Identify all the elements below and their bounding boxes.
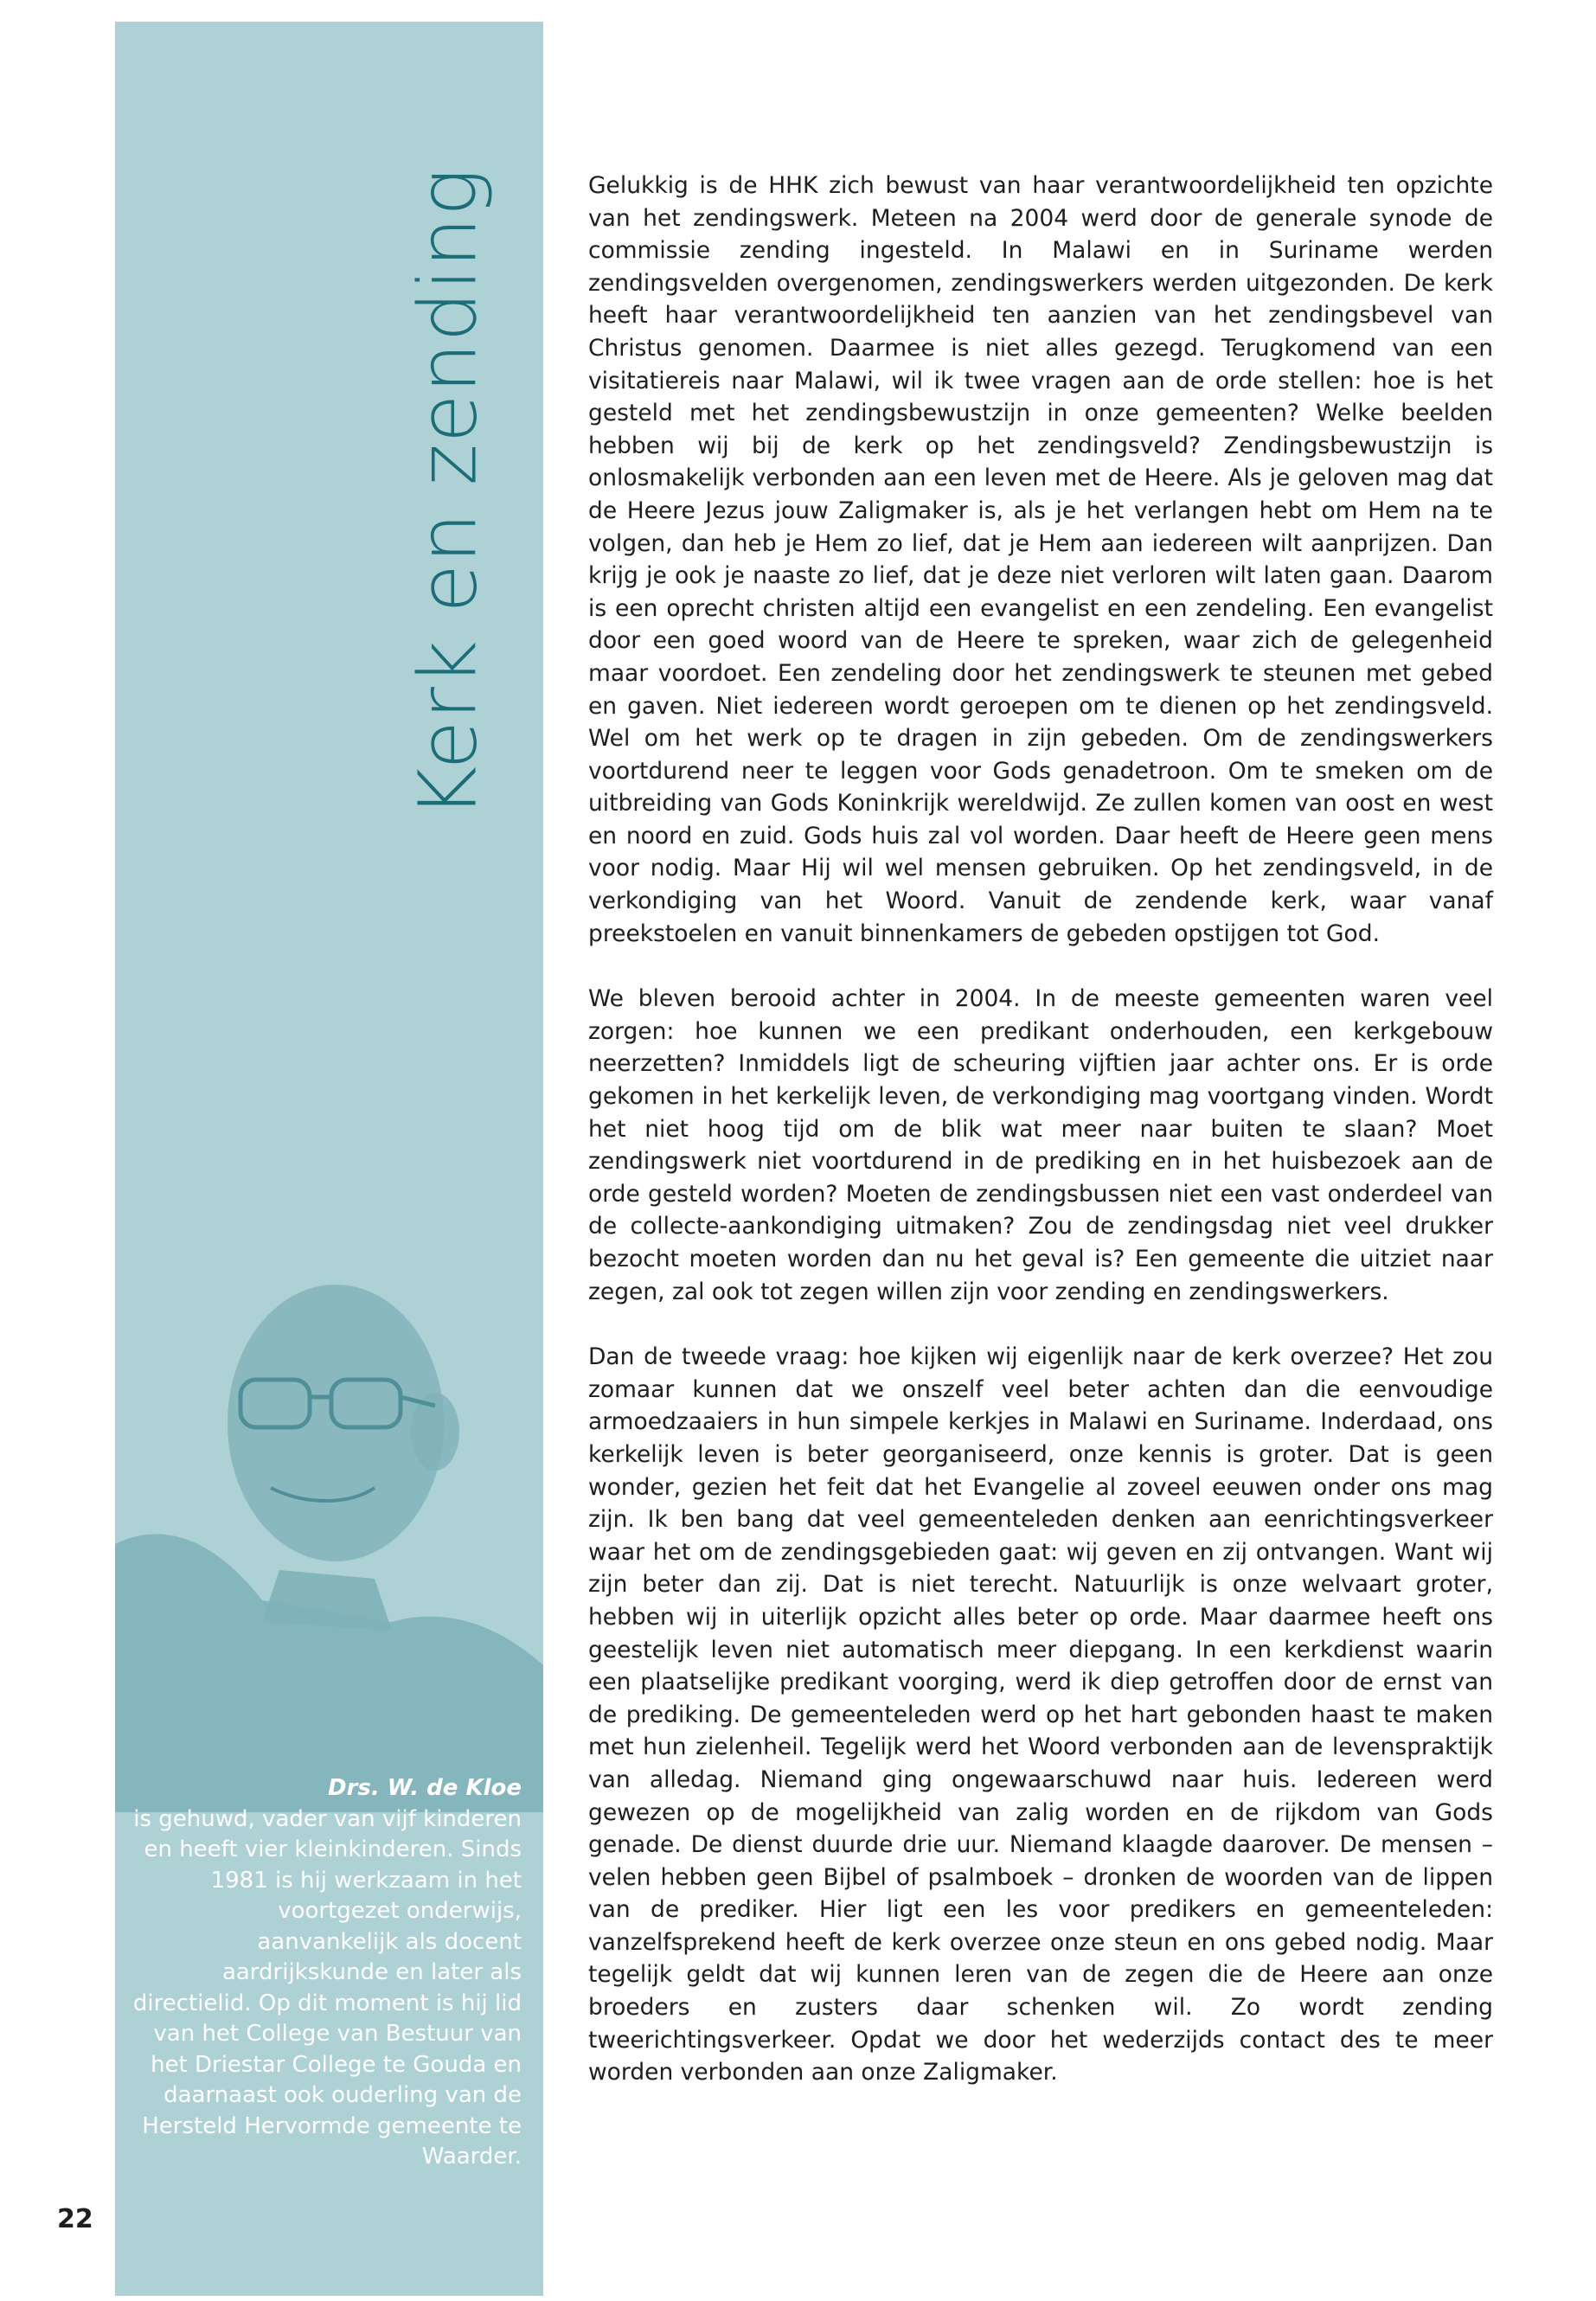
page-title: Kerk en zending — [401, 167, 495, 819]
article-paragraph-1: Gelukkig is de HHK zich bewust van haar verantwoordelijkheid ten opzichte van het zendingswerk. Meteen na 2004 werd door de generale synode de commissie zending ingesteld. In Malawi en in Suriname werden zendingsvelden overgenomen, zendingswerkers werden uitgezonden. De kerk heeft haar verantwoordelijkheid ten aanzien van het zendingsbevel van Christus genomen. Daarmee is niet alles gezegd. Terugkomend van een visitatiereis naar Malawi, wil ik twee vragen aan de orde stellen: hoe is het gesteld met het zendingsbewustzijn in onze gemeenten? Welke beelden hebben wij bij de kerk op het zendingsveld? Zendingsbewustzijn is onlosmakelijk verbonden aan een leven met de Heere. Als je geloven mag dat de Heere Jezus jouw Zaligmaker is, als je het verlangen hebt om Hem na te volgen, dan heb je Hem zo lief, dat je Hem aan iedereen wilt aanprijzen. Dan krijg je ook je naaste zo lief, dat je deze niet verloren wilt laten gaan. Daarom is een oprecht christen altijd een evangelist en een zendeling. Een evangelist door een goed woord van de Heere te spreken, waar zich de gelegenheid maar voordoet. Een zendeling door het zendingswerk te steunen met gebed en gaven. Niet iedereen wordt geroepen om te dienen op het zendingsveld. Wel om het werk op te dragen in zijn gebeden. Om de zendingswerkers voortdurend neer te leggen voor Gods genadetroon. Om te smeken om de uitbreiding van Gods Koninkrijk wereldwijd. Ze zullen komen van oost en west en noord en zuid. Gods huis zal vol worden. Daar heeft de Heere geen mens voor nodig. Maar Hij wil wel mensen gebruiken. Op het zendingsveld, in de verkondiging van het Woord. Vanuit de zendende kerk, waar vanaf preekstoelen en vanuit binnenkamers de gebeden opstijgen tot God. — [588, 172, 1493, 947]
author-caption — [132, 1773, 522, 2173]
author-name: Drs. W. de Kloe — [327, 1775, 522, 1801]
author-bio: is gehuwd, vader van vijf kinderen en heeft vier kleinkinderen. Sinds 1981 is hij werkzaam in het voortgezet onderwijs, aanvankelijk als docent aardrijkskunde en later als directielid. Op dit moment is hij lid van het College van Bestuur van het Driestar College te Gouda en daarnaast ook ouderling van de Hersteld Hervormde gemeente te Waarder. — [132, 1805, 522, 2170]
title-container — [396, 167, 500, 819]
author-portrait — [115, 1259, 543, 1812]
page-number: 22 — [57, 2204, 93, 2234]
article-paragraph-2: We bleven berooid achter in 2004. In de meeste gemeenten waren veel zorgen: hoe kunnen we een predikant onderhouden, een kerkgebouw neerzetten? Inmiddels ligt de scheuring vijftien jaar achter ons. Er is orde gekomen in het kerkelijk leven, de verkondiging mag voortgang vinden. Wordt het niet hoog tijd om de blik wat meer naar buiten te slaan? Moet zendingswerk niet voortdurend in de prediking en in het huisbezoek aan de orde gesteld worden? Moeten de zendingsbussen niet een vast onderdeel van de collecte-aankondiging uitmaken? Zou de zendingsdag niet veel drukker bezocht moeten worden dan nu het geval is? Een gemeente die uitziet naar zegen, zal ook tot zegen willen zijn voor zending en zendingswerkers. — [588, 985, 1493, 1305]
article-body — [588, 170, 1493, 2122]
article-paragraph-3: Dan de tweede vraag: hoe kijken wij eigenlijk naar de kerk overzee? Het zou zomaar kunnen dat we onszelf veel beter achten dan die eenvoudige armoedzaaiers in hun simpele kerkjes in Malawi en Suriname. Inderdaad, ons kerkelijk leven is beter georganiseerd, onze kennis is groter. Dat is geen wonder, gezien het feit dat het Evangelie al zoveel eeuwen onder ons mag zijn. Ik ben bang dat veel gemeenteleden denken aan eenrichtingsverkeer waar het om de zendingsgebieden gaat: wij geven en zij ontvangen. Want wij zijn beter dan zij. Dat is niet terecht. Natuurlijk is onze welvaart groter, hebben wij in uiterlijk opzicht alles beter op orde. Maar daarmee heeft ons geestelijk leven niet automatisch meer diepgang. In een kerkdienst waarin een plaatselijke predikant voorging, werd ik diep getroffen door de ernst van de prediking. De gemeenteleden werd op het hart gebonden haast te maken met hun zielenheil. Tegelijk werd het Woord verbonden aan de levenspraktijk van alledag. Niemand ging ongewaarschuwd naar huis. Iedereen werd gewezen op de mogelijkheid van zalig worden en de rijkdom van Gods genade. De dienst duurde drie uur. Niemand klaagde daarover. De mensen – velen hebben geen Bijbel of psalmboek – dronken de woorden van de lippen van de prediker. Hier ligt een les voor predikers en gemeenteleden: vanzelfsprekend heeft de kerk overzee onze steun en ons gebed nodig. Maar tegelijk geldt dat wij kunnen leren van de zegen die de Heere aan onze broeders en zusters daar schenken wil. Zo wordt zending tweerichtingsverkeer. Opdat we door het wederzijds contact des te meer worden verbonden aan onze Zaligmaker. — [588, 1343, 1493, 2086]
portrait-neck — [262, 1570, 392, 1631]
sidebar-panel — [115, 22, 543, 2296]
